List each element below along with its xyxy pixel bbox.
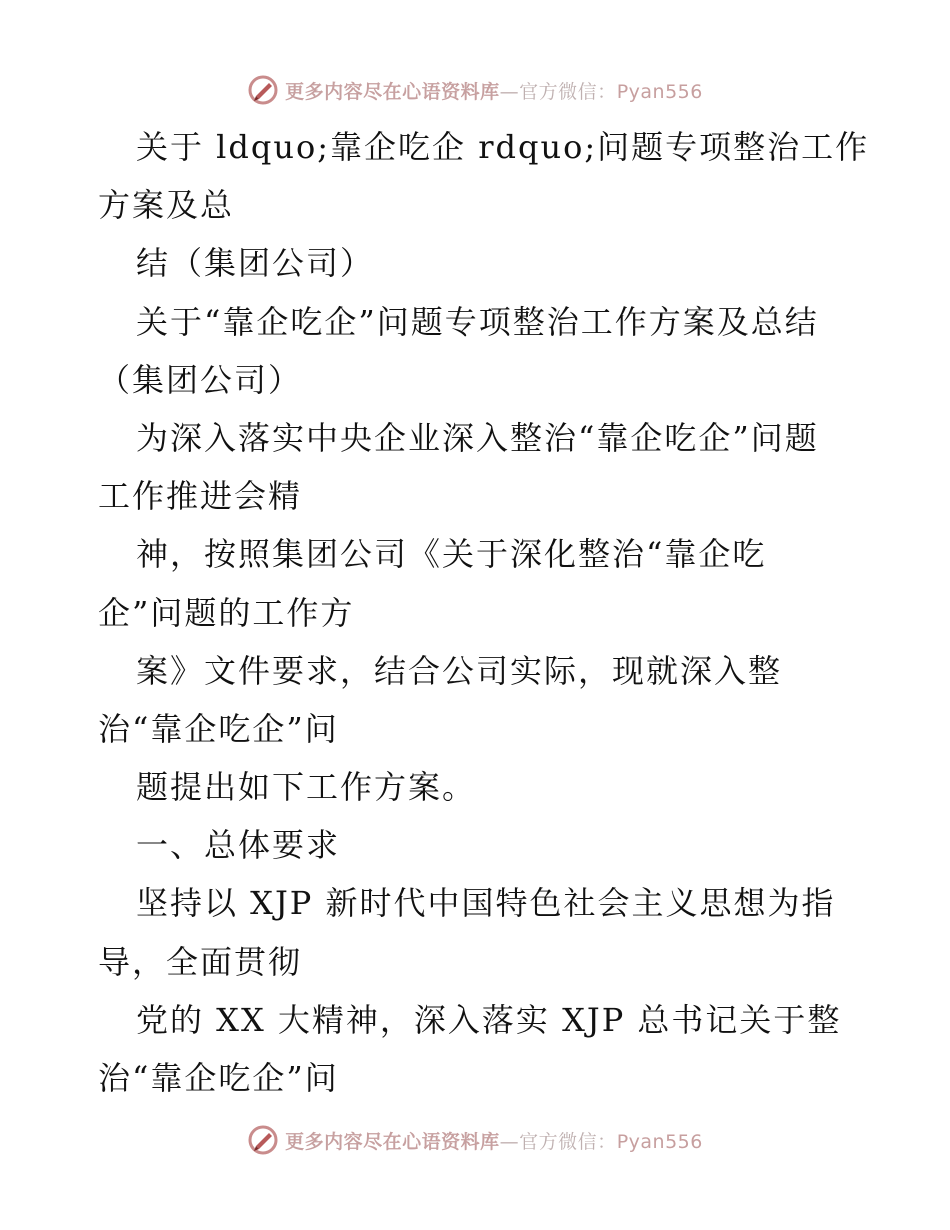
watermark-separator: — — [499, 80, 520, 103]
text-line: 导，全面贯彻 — [98, 942, 303, 981]
text-line: 党的 XX 大精神，深入落实 XJP 总书记关于整 — [136, 1000, 842, 1039]
watermark-wechat-label: 官方微信： — [519, 1130, 617, 1153]
document-body — [98, 118, 870, 1107]
watermark-main: 更多内容尽在心语资料库 — [285, 1130, 500, 1153]
watermark-text — [285, 1127, 703, 1154]
text-line: 企”问题的工作方 — [98, 593, 355, 632]
watermark-main: 更多内容尽在心语资料库 — [285, 80, 500, 103]
text-line: 治“靠企吃企”问 — [98, 1059, 339, 1097]
text-line: 为深入落实中央企业深入整治“靠企吃企”问题 — [136, 418, 819, 457]
text-line: 坚持以 XJP 新时代中国特色社会主义思想为指 — [136, 884, 836, 923]
watermark-wechat-id: Pyan556 — [616, 80, 703, 103]
text-line: 工作推进会精 — [98, 477, 303, 516]
text-line: 关于 ldquo;靠企吃企 rdquo;问题专项整治工作 — [136, 128, 870, 166]
watermark-wechat-label: 官方微信： — [519, 80, 617, 103]
text-line: 案》文件要求，结合公司实际，现就深入整 — [136, 651, 783, 690]
text-line: 关于“靠企吃企”问题专项整治工作方案及总结 — [136, 302, 819, 341]
logo-icon — [247, 74, 279, 106]
watermark-separator: — — [499, 1130, 520, 1153]
header-watermark — [0, 70, 950, 110]
watermark-text — [285, 77, 703, 104]
footer-watermark — [0, 1120, 950, 1160]
text-line: 题提出如下工作方案。 — [136, 768, 477, 807]
logo-icon — [247, 1124, 279, 1156]
text-line: 结（集团公司） — [136, 244, 375, 283]
text-line: 治“靠企吃企”问 — [98, 709, 339, 748]
text-line: 方案及总 — [98, 186, 235, 225]
watermark-wechat-id: Pyan556 — [616, 1130, 703, 1153]
text-line: 神，按照集团公司《关于深化整治“靠企吃 — [136, 535, 767, 574]
section-heading: 一、总体要求 — [136, 826, 341, 865]
text-line: （集团公司） — [98, 360, 303, 399]
